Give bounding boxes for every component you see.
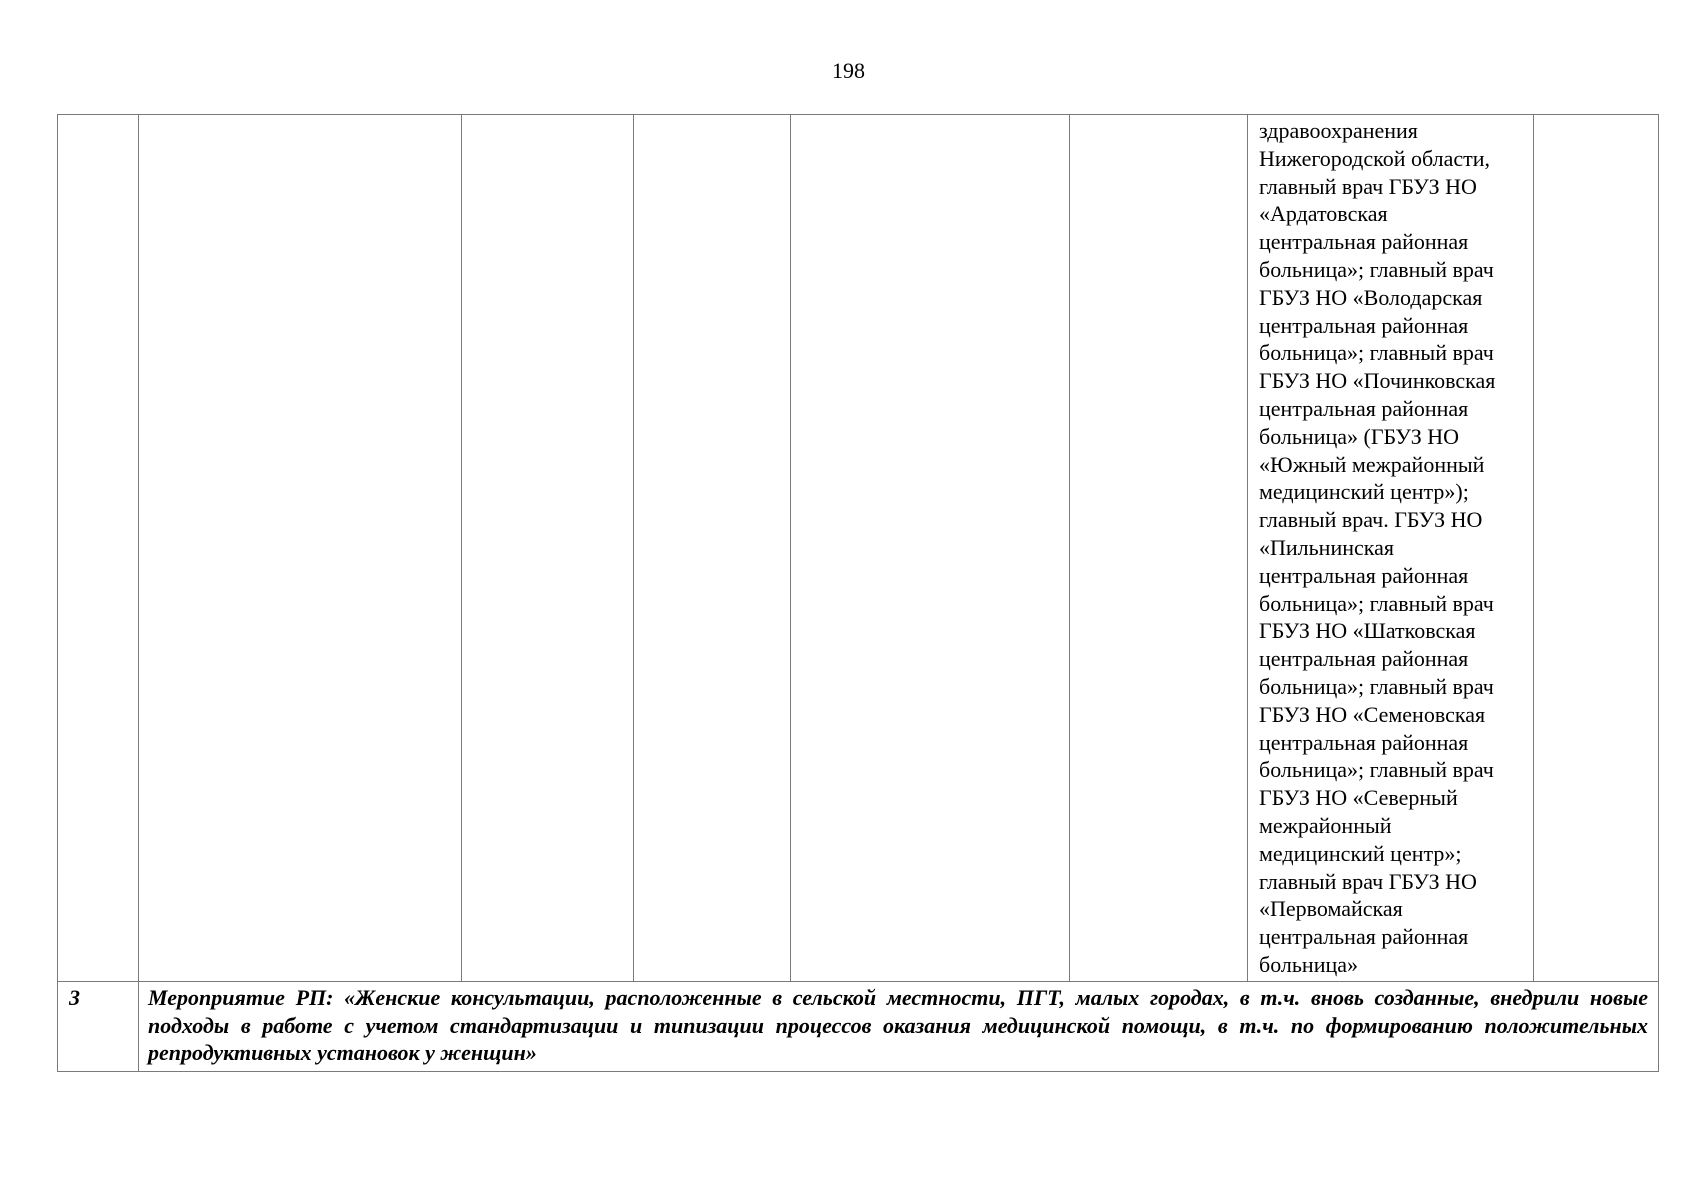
responsible-line: больница»; главный врач (1259, 256, 1494, 282)
cell-type-empty (1070, 115, 1248, 982)
cell-result-empty (791, 115, 1070, 982)
responsible-line: центральная районная (1259, 229, 1469, 255)
responsible-line: больница»; главный врач (1259, 673, 1494, 699)
responsible-line: центральная районная (1259, 395, 1469, 421)
responsible-line: медицинский центр»); (1259, 479, 1469, 505)
responsible-line: больница» (ГБУЗ НО (1259, 423, 1459, 449)
responsible-line: «Первомайская (1259, 896, 1403, 922)
responsible-text (1248, 115, 1533, 979)
responsible-line: главный врач ГБУЗ НО (1259, 173, 1477, 199)
page-number: 198 (832, 58, 865, 83)
responsible-line: ГБУЗ НО «Семеновская (1259, 701, 1486, 727)
responsible-line: больница» (1259, 951, 1358, 977)
responsible-line: ГБУЗ НО «Починковская (1259, 368, 1496, 394)
responsible-line: ГБУЗ НО «Шатковская (1259, 618, 1476, 644)
responsible-line: центральная районная (1259, 646, 1469, 672)
event-row (58, 982, 1659, 1072)
responsible-line: центральная районная (1259, 312, 1469, 338)
responsible-line: «Южный межрайонный (1259, 451, 1485, 477)
responsible-line: больница»; главный врач (1259, 757, 1494, 783)
responsible-line: главный врач. ГБУЗ НО (1259, 507, 1483, 533)
cell-extra-empty (1534, 115, 1659, 982)
continuation-row (58, 115, 1659, 982)
responsible-line: «Ардатовская (1259, 201, 1388, 227)
document-table (57, 114, 1659, 1072)
responsible-line: центральная районная (1259, 924, 1469, 950)
cell-number-empty (58, 115, 139, 982)
responsible-line: центральная районная (1259, 562, 1469, 588)
cell-end-empty (634, 115, 791, 982)
responsible-line: центральная районная (1259, 729, 1469, 755)
responsible-line: больница»; главный врач (1259, 590, 1494, 616)
responsible-line: ГБУЗ НО «Володарская (1259, 284, 1483, 310)
responsible-line: здравоохранения (1259, 118, 1418, 143)
responsible-line: больница»; главный врач (1259, 340, 1494, 366)
responsible-line: «Пильнинская (1259, 534, 1394, 560)
responsible-line: главный врач ГБУЗ НО (1259, 868, 1477, 894)
cell-responsible (1248, 115, 1534, 982)
cell-start-empty (462, 115, 634, 982)
event-title: Мероприятие РП: «Женские консультации, расположенные в сельской местности, ПГТ, малых городах, в т.ч. вновь созданные, внедрили новые подходы в работе с учетом стандартизации и типизации процессов оказания медицинской помощи, в т.ч. по формированию положительных репродуктивных установок у женщин» (139, 982, 1659, 1072)
event-number: 3 (58, 982, 139, 1072)
responsible-line: межрайонный (1259, 812, 1392, 838)
cell-name-empty (139, 115, 462, 982)
responsible-line: Нижегородской области, (1259, 145, 1491, 171)
responsible-line: ГБУЗ НО «Северный (1259, 785, 1458, 811)
responsible-line: медицинский центр»; (1259, 840, 1462, 866)
